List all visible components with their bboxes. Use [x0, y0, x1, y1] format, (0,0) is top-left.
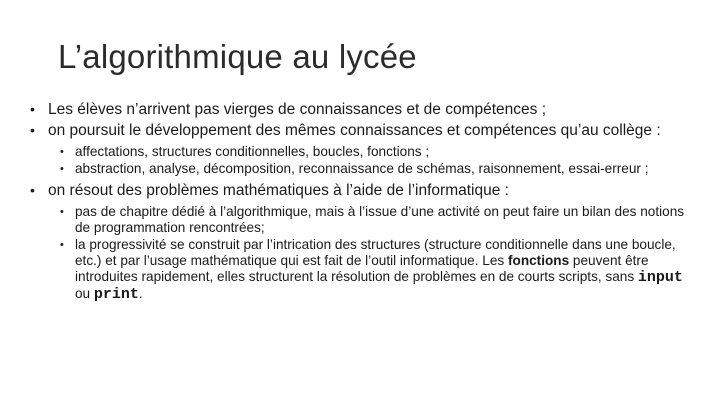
sub-bullet-icon: • [60, 206, 64, 218]
sub-bullet-text: affectations, structures conditionnelles, boucles, fonctions ; [75, 144, 430, 159]
sub-bullet-item [48, 144, 690, 160]
bullet-icon: • [30, 182, 35, 198]
bullet-item [30, 121, 690, 177]
bullet-text: on poursuit le développement des mêmes connaissances et compétences qu’au collège : [48, 122, 661, 139]
bullet-text: Les élèves n’arrivent pas vierges de connaissances et de compétences ; [48, 101, 547, 118]
text-segment: . [138, 286, 143, 301]
slide-body [30, 100, 690, 305]
sub-bullet-item [48, 237, 690, 303]
sub-bullet-icon: • [60, 163, 64, 175]
text-segment: ou [75, 286, 94, 301]
text-segment: la progressivité se construit par l’intrication des structures (structure conditionnelle dans une boucle, etc.) et par l’usage mathématique qui est fait de l’outil informatique. Les [75, 237, 676, 268]
code-print: print [93, 286, 139, 303]
slide-title: L’algorithmique au lycée [58, 38, 417, 75]
sub-bullet-item [48, 161, 690, 177]
bullet-icon: • [30, 122, 35, 138]
sub-bullet-list [48, 204, 690, 303]
bullet-text: on résout des problèmes mathématiques à l’aide de l’informatique : [48, 182, 509, 199]
bullet-list [30, 100, 690, 303]
text-segment: peuvent être introduites rapidement, elles structurent la résolution de problèmes en de courts scripts, sans [75, 253, 649, 284]
code-input: input [637, 269, 683, 286]
sub-bullet-item [48, 204, 690, 236]
sub-bullet-text [75, 237, 683, 301]
bullet-item [30, 100, 690, 119]
bullet-item [30, 181, 690, 303]
sub-bullet-icon: • [60, 239, 64, 251]
sub-bullet-list [48, 144, 690, 177]
sub-bullet-text: pas de chapitre dédié à l’algorithmique, mais à l’issue d’une activité on peut faire un bilan des notions de programmation rencontrées; [75, 204, 685, 235]
sub-bullet-text: abstraction, analyse, décomposition, reconnaissance de schémas, raisonnement, essai-erreur ; [75, 161, 649, 176]
sub-bullet-icon: • [60, 146, 64, 158]
bullet-icon: • [30, 101, 35, 117]
keyword-fonctions: fonctions [507, 253, 570, 268]
